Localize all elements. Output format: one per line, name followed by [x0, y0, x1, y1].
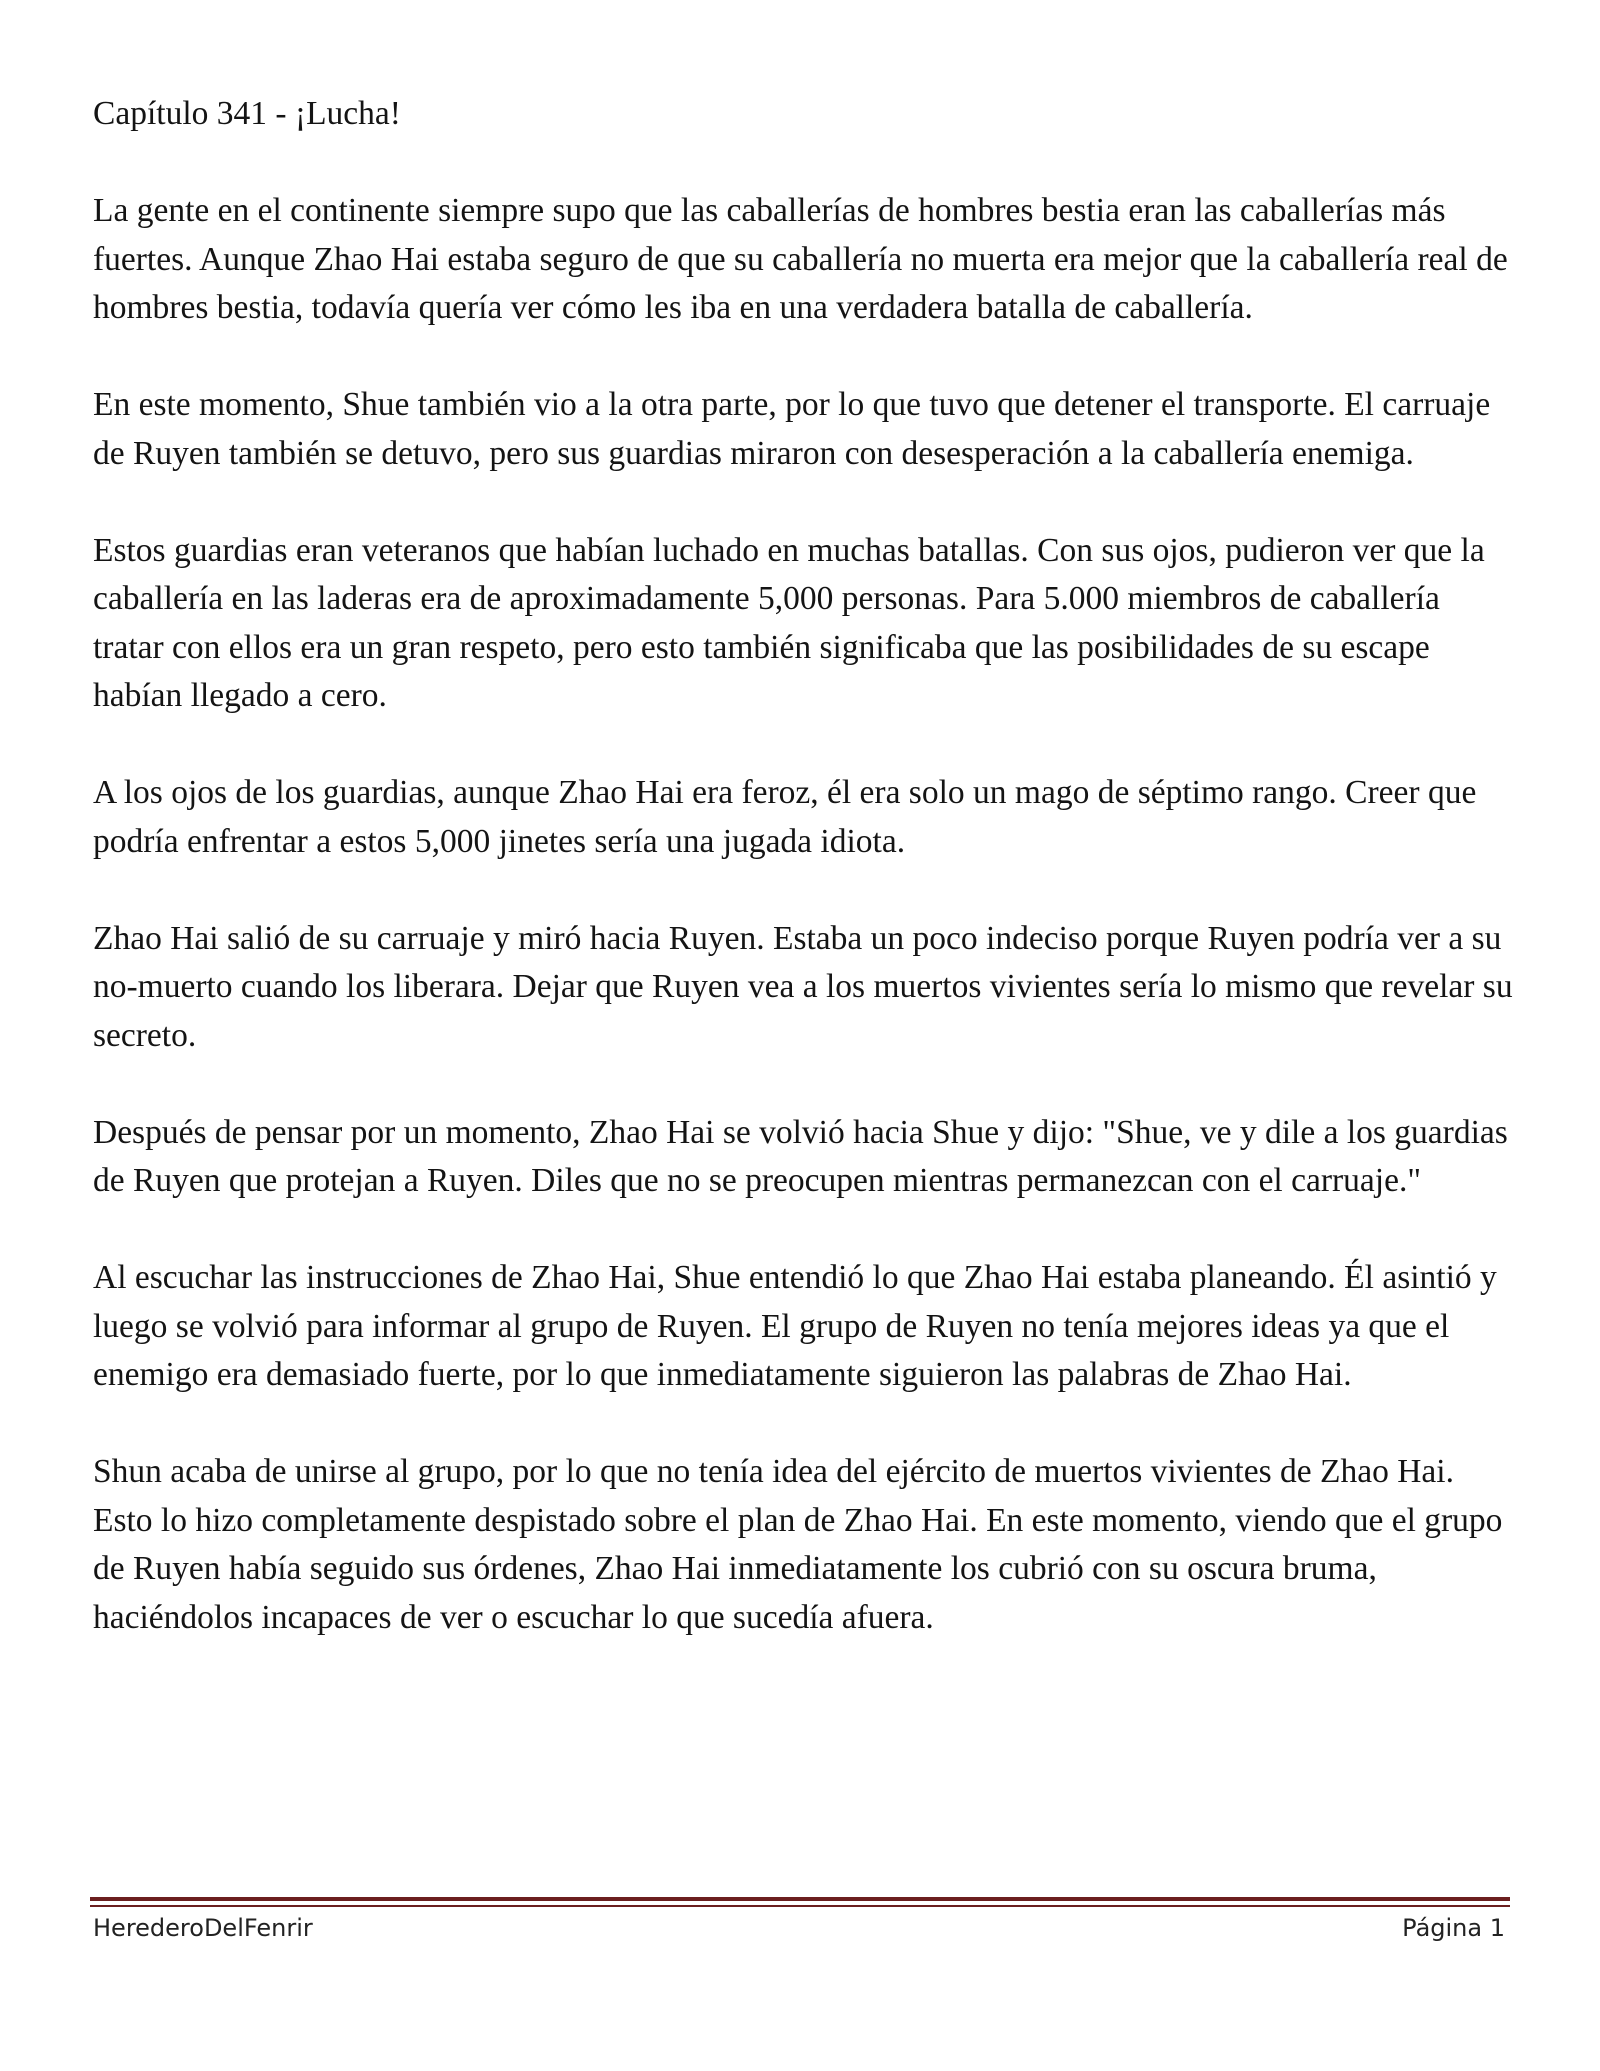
footer-divider-thick: [90, 1897, 1510, 1901]
footer-author: HerederoDelFenrir: [93, 1914, 313, 1942]
paragraph: Shun acaba de unirse al grupo, por lo que no tenía idea del ejército de muertos vivientes de Zhao Hai. Esto lo hizo completamente despistado sobre el plan de Zhao Hai. En este momento, viendo que el grupo de Ruyen había seguido sus órdenes, Zhao Hai inmediatamente los cubrió con su oscura bruma, haciéndolos incapaces de ver o escuchar lo que sucedía afuera.: [93, 1453, 1503, 1636]
paragraph: Después de pensar por un momento, Zhao Hai se volvió hacia Shue y dijo: "Shue, ve y dile a los guardias de Ruyen que protejan a Ruyen. Diles que no se preocupen mientras permanezcan con el carruaje.": [93, 1113, 1508, 1199]
paragraph: Estos guardias eran veteranos que habían luchado en muchas batallas. Con sus ojos, pudieron ver que la caballería en las laderas era de aproximadamente 5,000 personas. Para 5.000 miembros de caballería tratar con ellos era un gran respeto, pero esto también significaba que las posibilidades de su escape habían llegado a cero.: [93, 531, 1485, 714]
footer-page-number: Página 1: [1402, 1914, 1505, 1942]
paragraph: Zhao Hai salió de su carruaje y miró hacia Ruyen. Estaba un poco indeciso porque Ruyen podría ver a su no-muerto cuando los liberara. Dejar que Ruyen vea a los muertos vivientes sería lo mismo que revelar su secreto.: [93, 919, 1513, 1054]
footer-divider-thin: [90, 1905, 1510, 1907]
paragraph: Al escuchar las instrucciones de Zhao Hai, Shue entendió lo que Zhao Hai estaba planeando. Él asintió y luego se volvió para informar al grupo de Ruyen. El grupo de Ruyen no tenía mejores ideas ya que el enemigo era demasiado fuerte, por lo que inmediatamente siguieron las palabras de Zhao Hai.: [93, 1259, 1497, 1393]
footer-divider: [90, 1897, 1510, 1908]
chapter-title: Capítulo 341 - ¡Lucha!: [93, 95, 401, 132]
document-body: [93, 90, 1513, 1691]
paragraph: La gente en el continente siempre supo que las caballerías de hombres bestia eran las caballerías más fuertes. Aunque Zhao Hai estaba seguro de que su caballería no muerta era mejor que la caballería real de hombres bestia, todavía quería ver cómo les iba en una verdadera batalla de caballería.: [93, 192, 1508, 326]
paragraph: En este momento, Shue también vio a la otra parte, por lo que tuvo que detener el transporte. El carruaje de Ruyen también se detuvo, pero sus guardias miraron con desesperación a la caballería enemiga.: [93, 386, 1491, 472]
paragraph: A los ojos de los guardias, aunque Zhao Hai era feroz, él era solo un mago de séptimo rango. Creer que podría enfrentar a estos 5,000 jinetes sería una jugada idiota.: [93, 774, 1477, 860]
